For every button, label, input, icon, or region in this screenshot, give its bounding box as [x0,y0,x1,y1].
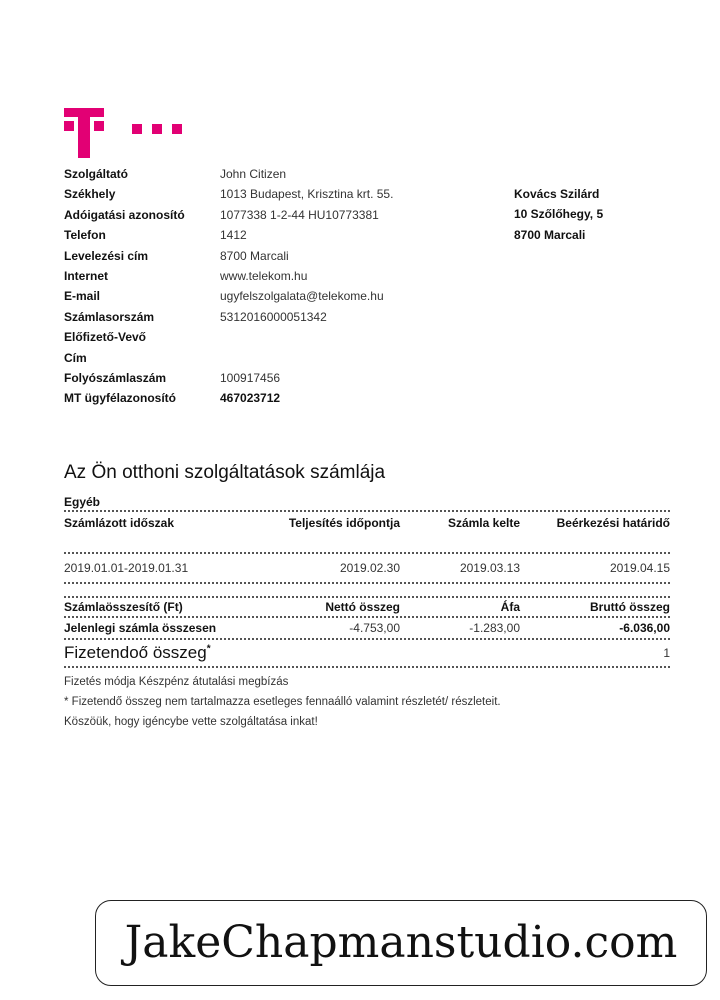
summary-header-row [64,598,670,618]
info-row-tax-id [64,205,464,225]
info-label: E-mail [64,289,101,304]
logo-dot [152,124,162,134]
note-payment-method: Fizetés módja Készpénz átutalási megbízás [64,676,289,688]
info-value: 467023712 [220,391,281,406]
summary-total-row [64,618,670,640]
note-footnote: * Fizetendő összeg nem tartalmazza esetleges fennaálló valamint részletét/ részleteit. [64,696,501,708]
period-header: Teljesítés időpontja [288,516,400,530]
summary-value: -6.036,00 [619,621,670,635]
bill-category: Egyéb [64,494,670,512]
info-row-account-number [64,368,464,388]
period-header: Beérkezési határidő [556,516,670,530]
period-header-row [64,512,670,534]
info-value: 1077338 1-2-44 HU10773381 [220,207,379,222]
info-row-subscriber [64,327,464,347]
period-value: 2019.01.01-2019.01.31 [64,561,189,575]
watermark-banner: JakeChapmanstudio.com [95,900,707,986]
recipient-name: Kovács Szilárd [514,187,600,201]
payable-label [64,643,211,663]
info-row-phone [64,225,464,245]
summary-value: -1.283,00 [469,621,520,635]
summary-header: Bruttó összeg [589,600,670,614]
info-value: 8700 Marcali [220,248,289,263]
dotted-divider [64,534,670,554]
recipient-address [514,184,603,245]
summary-header: Nettó összeg [325,600,400,614]
summary-value: Jelenlegi számla összesen [64,621,217,635]
info-label: Számlasorszám [64,309,155,324]
info-label: Adóigatási azonosító [64,207,185,222]
recipient-street: 10 Szőlőhegy, 5 [514,207,604,222]
dotted-divider [64,584,670,598]
telekom-logo-icon [64,98,184,162]
period-value: 2019.04.15 [609,561,670,575]
payable-label-text: Fizetendoő összeg [64,643,207,662]
info-label: MT ügyfélazonosító [64,391,176,406]
payable-marker: * [206,643,211,655]
logo-t-stem [78,108,90,158]
info-label: Folyószámlaszám [64,370,167,385]
info-label: Szolgáltató [64,167,129,181]
info-value: ugyfelszolgalata@telekome.hu [220,289,384,304]
period-header: Számla kelte [447,516,520,530]
bill-notes [64,672,670,732]
bill-table [64,494,670,732]
info-row-invoice-number [64,307,464,327]
period-header: Számlázott időszak [64,516,175,530]
logo-dot [172,124,182,134]
logo-square [94,121,104,131]
info-label: Levelezési cím [64,248,149,263]
period-values-row [64,554,670,584]
info-value: John Citizen [220,167,287,181]
info-row-address [64,348,464,368]
summary-header: Áfa [500,600,520,614]
info-label: Internet [64,268,109,283]
info-row-internet [64,266,464,286]
info-row-mailing-address [64,246,464,266]
info-value: 1013 Budapest, Krisztina krt. 55. [220,187,394,202]
summary-value: -4.753,00 [349,621,400,635]
payable-value: 1 [663,646,670,660]
logo-dot [132,124,142,134]
bill-title: Az Ön otthoni szolgáltatások számlája [64,462,386,483]
info-row-provider [64,164,464,184]
info-row-customer-id [64,388,464,408]
info-label: Cím [64,350,87,365]
info-label: Székhely [64,187,116,202]
summary-header: Számlaösszesítő (Ft) [64,600,183,614]
info-row-email [64,286,464,306]
info-value: www.telekom.hu [220,268,308,283]
recipient-city: 8700 Marcali [514,227,586,242]
info-row-headquarters [64,184,464,204]
payable-row [64,640,670,668]
info-label: Telefon [64,228,106,243]
logo-square [64,121,74,131]
info-value: 5312016000051342 [220,309,327,324]
period-value: 2019.03.13 [459,561,520,575]
provider-info-table [64,164,464,409]
info-value: 100917456 [220,370,281,385]
period-value: 2019.02.30 [339,561,400,575]
info-label: Előfizető-Vevő [64,330,147,345]
info-value: 1412 [220,228,247,243]
note-thanks: Köszöük, hogy igéncybe vette szolgáltatása inkat! [64,716,318,728]
